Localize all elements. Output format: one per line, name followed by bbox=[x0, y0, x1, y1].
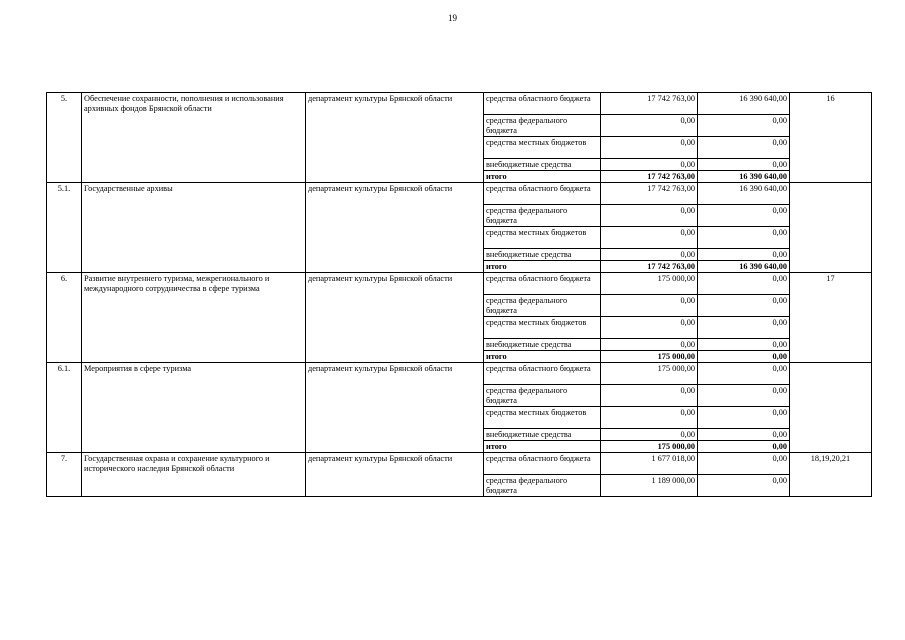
amount-col-2: 0,00 bbox=[698, 137, 790, 159]
funding-source: средства федерального бюджета bbox=[484, 385, 601, 407]
funding-source: средства местных бюджетов bbox=[484, 317, 601, 339]
indicator-ref: 16 bbox=[790, 93, 872, 183]
amount-col-1: 17 742 763,00 bbox=[601, 93, 698, 115]
amount-col-2: 16 390 640,00 bbox=[698, 171, 790, 183]
measure-name: Государственная охрана и сохранение культурного и исторического наследия Брянской области bbox=[82, 453, 306, 497]
indicator-ref bbox=[790, 363, 872, 453]
funding-source: итого bbox=[484, 171, 601, 183]
funding-source: средства местных бюджетов bbox=[484, 407, 601, 429]
executor: департамент культуры Брянской области bbox=[306, 453, 484, 497]
executor: департамент культуры Брянской области bbox=[306, 273, 484, 363]
funding-source: средства федерального бюджета bbox=[484, 115, 601, 137]
row-number: 5. bbox=[47, 93, 82, 183]
funding-source: средства федерального бюджета bbox=[484, 475, 601, 497]
amount-col-2: 0,00 bbox=[698, 317, 790, 339]
amount-col-2: 0,00 bbox=[698, 205, 790, 227]
funding-source: внебюджетные средства bbox=[484, 159, 601, 171]
amount-col-1: 0,00 bbox=[601, 295, 698, 317]
amount-col-1: 1 677 018,00 bbox=[601, 453, 698, 475]
amount-col-2: 16 390 640,00 bbox=[698, 183, 790, 205]
funding-source: внебюджетные средства bbox=[484, 249, 601, 261]
amount-col-2: 0,00 bbox=[698, 407, 790, 429]
amount-col-2: 0,00 bbox=[698, 351, 790, 363]
amount-col-1: 0,00 bbox=[601, 407, 698, 429]
amount-col-2: 0,00 bbox=[698, 249, 790, 261]
amount-col-1: 0,00 bbox=[601, 227, 698, 249]
amount-col-1: 0,00 bbox=[601, 429, 698, 441]
amount-col-1: 0,00 bbox=[601, 385, 698, 407]
amount-col-1: 175 000,00 bbox=[601, 273, 698, 295]
amount-col-2: 0,00 bbox=[698, 115, 790, 137]
amount-col-2: 0,00 bbox=[698, 159, 790, 171]
amount-col-2: 0,00 bbox=[698, 453, 790, 475]
indicator-ref bbox=[790, 183, 872, 273]
amount-col-2: 16 390 640,00 bbox=[698, 261, 790, 273]
indicator-ref: 17 bbox=[790, 273, 872, 363]
amount-col-2: 0,00 bbox=[698, 429, 790, 441]
amount-col-1: 0,00 bbox=[601, 159, 698, 171]
funding-source: итого bbox=[484, 261, 601, 273]
amount-col-2: 0,00 bbox=[698, 227, 790, 249]
executor: департамент культуры Брянской области bbox=[306, 363, 484, 453]
amount-col-1: 17 742 763,00 bbox=[601, 171, 698, 183]
funding-source: внебюджетные средства bbox=[484, 339, 601, 351]
measure-name: Государственные архивы bbox=[82, 183, 306, 273]
amount-col-1: 0,00 bbox=[601, 339, 698, 351]
table-row bbox=[47, 363, 872, 385]
page-number: 19 bbox=[448, 13, 457, 23]
funding-source: средства областного бюджета bbox=[484, 363, 601, 385]
row-number: 6. bbox=[47, 273, 82, 363]
amount-col-1: 17 742 763,00 bbox=[601, 261, 698, 273]
funding-source: средства местных бюджетов bbox=[484, 227, 601, 249]
amount-col-2: 16 390 640,00 bbox=[698, 93, 790, 115]
indicator-ref: 18,19,20,21 bbox=[790, 453, 872, 497]
amount-col-1: 0,00 bbox=[601, 317, 698, 339]
budget-table bbox=[46, 92, 872, 497]
amount-col-1: 175 000,00 bbox=[601, 441, 698, 453]
amount-col-1: 0,00 bbox=[601, 115, 698, 137]
row-number: 5.1. bbox=[47, 183, 82, 273]
amount-col-2: 0,00 bbox=[698, 273, 790, 295]
table-row bbox=[47, 273, 872, 295]
executor: департамент культуры Брянской области bbox=[306, 93, 484, 183]
amount-col-1: 0,00 bbox=[601, 137, 698, 159]
funding-source: средства местных бюджетов bbox=[484, 137, 601, 159]
table-row bbox=[47, 183, 872, 205]
table-row bbox=[47, 453, 872, 475]
table-row bbox=[47, 93, 872, 115]
measure-name: Обеспечение сохранности, пополнения и использования архивных фондов Брянской области bbox=[82, 93, 306, 183]
funding-source: средства федерального бюджета bbox=[484, 295, 601, 317]
funding-source: средства областного бюджета bbox=[484, 453, 601, 475]
measure-name: Развитие внутреннего туризма, межрегионального и международного сотрудничества в сфере туризма bbox=[82, 273, 306, 363]
funding-source: средства федерального бюджета bbox=[484, 205, 601, 227]
funding-source: итого bbox=[484, 441, 601, 453]
row-number: 7. bbox=[47, 453, 82, 497]
amount-col-1: 17 742 763,00 bbox=[601, 183, 698, 205]
amount-col-1: 0,00 bbox=[601, 205, 698, 227]
amount-col-2: 0,00 bbox=[698, 295, 790, 317]
measure-name: Мероприятия в сфере туризма bbox=[82, 363, 306, 453]
amount-col-2: 0,00 bbox=[698, 385, 790, 407]
executor: департамент культуры Брянской области bbox=[306, 183, 484, 273]
amount-col-1: 1 189 000,00 bbox=[601, 475, 698, 497]
funding-source: средства областного бюджета bbox=[484, 93, 601, 115]
funding-source: итого bbox=[484, 351, 601, 363]
funding-source: средства областного бюджета bbox=[484, 273, 601, 295]
row-number: 6.1. bbox=[47, 363, 82, 453]
funding-source: внебюджетные средства bbox=[484, 429, 601, 441]
amount-col-1: 0,00 bbox=[601, 249, 698, 261]
amount-col-2: 0,00 bbox=[698, 363, 790, 385]
amount-col-2: 0,00 bbox=[698, 475, 790, 497]
amount-col-1: 175 000,00 bbox=[601, 363, 698, 385]
funding-source: средства областного бюджета bbox=[484, 183, 601, 205]
amount-col-1: 175 000,00 bbox=[601, 351, 698, 363]
amount-col-2: 0,00 bbox=[698, 339, 790, 351]
amount-col-2: 0,00 bbox=[698, 441, 790, 453]
